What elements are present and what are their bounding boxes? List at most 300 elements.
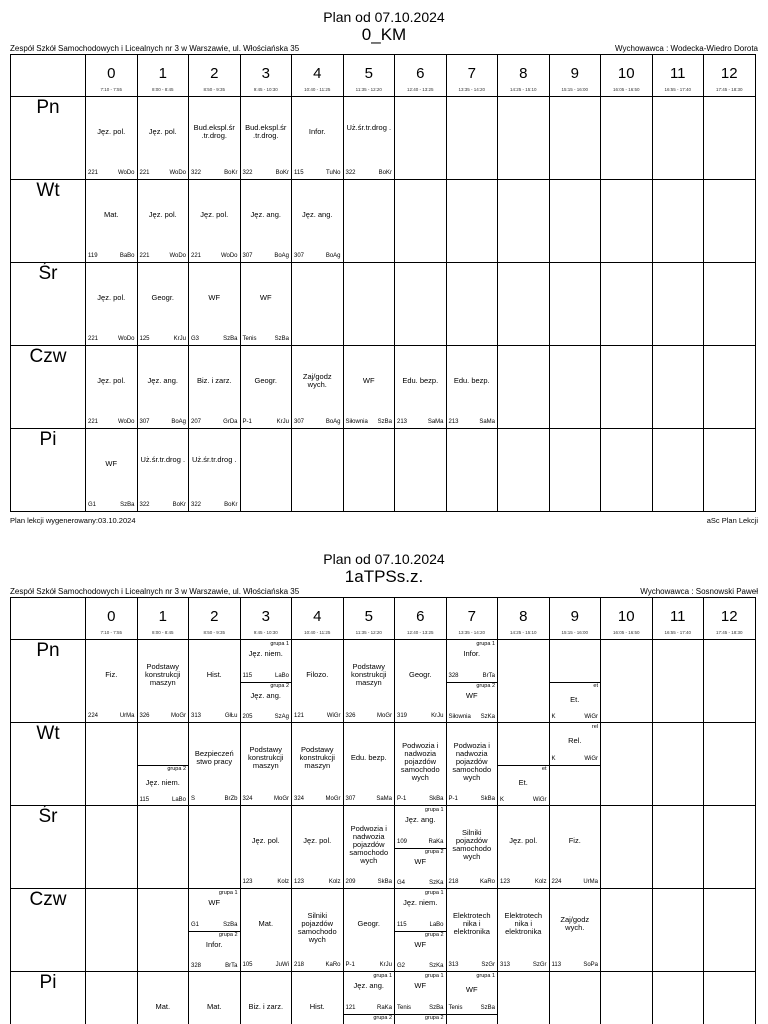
lesson-cell	[446, 972, 498, 1024]
lesson-cell	[446, 346, 498, 429]
lesson-cell	[137, 429, 189, 512]
teacher: SaMa	[479, 419, 495, 425]
day-label: Śr	[11, 806, 86, 889]
lesson-cell	[86, 97, 138, 180]
subject: Jęz. ang.	[250, 690, 281, 700]
subject: Edu. bezp.	[453, 375, 490, 385]
room: 319	[397, 713, 408, 719]
lesson	[189, 180, 240, 262]
lesson-cell	[292, 889, 344, 972]
lesson-cell	[86, 723, 138, 806]
lesson-cell	[292, 97, 344, 180]
lesson	[550, 640, 601, 722]
lesson-cell	[137, 806, 189, 889]
subject: Fiz.	[568, 835, 581, 845]
lesson	[86, 640, 137, 722]
group-label: grupa 1	[218, 890, 238, 896]
group-label: grupa 1	[373, 973, 392, 979]
subject: Podstawy konstrukcji maszyn	[248, 744, 284, 770]
teacher: UrMa	[119, 713, 135, 719]
period-number: 10	[617, 65, 635, 82]
plan1-school-name: Zespół Szkół Samochodowych i Licealnych nr 3 w Warszawie, ul. Włościańska 35	[10, 44, 300, 53]
lesson-cell	[498, 346, 550, 429]
teacher: SaMa	[376, 796, 392, 802]
subject: WF	[208, 292, 221, 302]
room: K	[500, 797, 505, 803]
lesson-cell	[652, 972, 704, 1024]
lesson-cell	[86, 346, 138, 429]
group-label: grupa 2	[424, 931, 444, 938]
period-header	[446, 598, 498, 640]
teacher: SzKa	[429, 880, 444, 886]
room: 119	[88, 253, 98, 259]
subject: Mat.	[206, 1001, 222, 1011]
lesson-cell	[601, 806, 653, 889]
lesson-cell	[86, 180, 138, 263]
group-label: grupa 2	[476, 682, 495, 689]
room: 313	[500, 962, 511, 968]
room: 205	[242, 714, 253, 720]
lesson-cell	[86, 972, 138, 1024]
lesson	[86, 346, 137, 428]
teacher: SzBa	[223, 336, 238, 342]
room: 221	[191, 253, 202, 259]
lesson	[241, 806, 292, 888]
room: 213	[448, 419, 459, 425]
subject: Podwozia i nadwozia pojazdów samochodo wych	[452, 740, 492, 782]
lesson	[344, 889, 395, 971]
lesson	[138, 723, 189, 805]
lesson	[189, 640, 240, 722]
subject: Silniki pojazdów samochodo wych	[297, 910, 337, 944]
period-number: 5	[364, 608, 373, 625]
lesson-cell	[343, 346, 395, 429]
period-header	[549, 55, 601, 97]
lesson-cell	[498, 806, 550, 889]
period-header	[240, 598, 292, 640]
period-time: 11:35 - 12:20	[355, 630, 382, 635]
group-label: grupa 1	[424, 807, 444, 813]
period-time: 15:15 - 16:00	[561, 87, 589, 92]
lesson	[241, 346, 292, 428]
period-number: 6	[416, 65, 425, 82]
teacher: WoDo	[117, 419, 135, 425]
subject: Et.	[570, 694, 580, 704]
subject: Uż.śr.tr.drog .	[140, 454, 186, 464]
lesson-cell	[446, 263, 498, 346]
lesson	[447, 346, 498, 428]
lesson-cell	[652, 640, 704, 723]
teacher: SkBa	[480, 796, 495, 802]
period-header	[292, 598, 344, 640]
teacher: RaKa	[428, 838, 444, 845]
subject: Rel.	[568, 736, 582, 745]
lesson-cell	[189, 263, 241, 346]
period-time: 8:50 - 9:35	[203, 630, 225, 635]
lesson-cell	[189, 429, 241, 512]
lesson	[447, 972, 498, 1024]
room: 322	[139, 502, 150, 508]
lesson-cell	[549, 346, 601, 429]
teacher: BrTa	[482, 672, 495, 679]
teacher: KaRo	[325, 962, 341, 968]
lesson-cell	[601, 972, 653, 1024]
plan2-title: Plan od 07.10.2024	[323, 551, 445, 567]
lesson-cell	[240, 263, 292, 346]
room: 221	[139, 170, 150, 176]
teacher: MoGr	[377, 713, 392, 719]
lesson-cell	[704, 97, 756, 180]
subject: WF	[465, 985, 478, 994]
period-header	[652, 598, 704, 640]
subject: Jęz. ang.	[147, 375, 178, 385]
lesson-cell	[704, 640, 756, 723]
lesson-cell	[86, 889, 138, 972]
room: 324	[294, 796, 305, 802]
period-number: 2	[210, 608, 219, 625]
teacher: UrMa	[583, 879, 598, 885]
lesson	[292, 723, 343, 805]
room: 115	[294, 170, 304, 176]
lesson-cell	[704, 180, 756, 263]
room: 115	[397, 921, 407, 928]
lesson	[344, 806, 395, 888]
room: 328	[191, 963, 202, 969]
lesson-cell	[704, 723, 756, 806]
period-time: 8:50 - 9:35	[203, 87, 225, 92]
plan2-school-name: Zespół Szkół Samochodowych i Licealnych nr 3 w Warszawie, ul. Włościańska 35	[10, 587, 300, 596]
subject: Et.	[518, 777, 528, 787]
room: G3	[191, 336, 200, 342]
subject: Biz. i zarz.	[196, 375, 232, 385]
teacher: SkBa	[429, 796, 444, 802]
teacher: WoDo	[169, 253, 186, 259]
subject: Hist.	[309, 1001, 325, 1011]
room: 121	[345, 1004, 356, 1011]
period-number: 8	[519, 608, 528, 625]
teacher: SzBa	[429, 1004, 444, 1011]
period-header	[343, 55, 395, 97]
room: 328	[448, 672, 459, 679]
subject: Uż.śr.tr.drog .	[346, 122, 392, 132]
lesson-cell	[137, 263, 189, 346]
room: 307	[242, 253, 253, 259]
lesson	[395, 806, 446, 888]
teacher: WoDo	[220, 253, 238, 259]
teacher: SzBa	[377, 419, 392, 425]
period-number: 12	[720, 608, 738, 625]
lesson	[189, 972, 240, 1024]
subject: Jęz. pol.	[148, 126, 177, 136]
lesson-cell	[601, 97, 653, 180]
room: G4	[397, 880, 406, 886]
room: Siłownia	[345, 419, 368, 425]
subject: Filozo.	[306, 669, 329, 679]
lesson	[86, 97, 137, 179]
room: 322	[191, 502, 202, 508]
lesson	[138, 97, 189, 179]
lesson	[344, 972, 395, 1024]
teacher: KrJu	[379, 962, 392, 968]
lesson-cell	[395, 346, 447, 429]
lesson	[344, 346, 395, 428]
room: 207	[191, 419, 202, 425]
room: G1	[191, 921, 200, 928]
subject: Jęz. niem.	[248, 649, 283, 658]
teacher: SoPa	[583, 962, 598, 968]
lesson	[86, 429, 137, 511]
teacher: SzBa	[274, 336, 289, 342]
lesson-cell	[343, 180, 395, 263]
period-header	[498, 598, 550, 640]
teacher: GłŁu	[224, 713, 238, 719]
period-number: 11	[669, 65, 686, 82]
period-header	[343, 598, 395, 640]
lesson-cell	[395, 429, 447, 512]
subject: Bezpieczeń stwo pracy	[194, 748, 234, 766]
group-label: grupa 2	[424, 1014, 444, 1021]
teacher: SzGr	[481, 962, 495, 968]
lesson-cell	[137, 97, 189, 180]
subject: Geogr.	[357, 918, 380, 928]
lesson-cell	[498, 972, 550, 1024]
lesson	[447, 889, 498, 971]
lesson	[241, 889, 292, 971]
lesson	[447, 640, 498, 722]
lesson-cell	[240, 346, 292, 429]
teacher: BoAg	[171, 419, 186, 425]
teacher: SzBa	[223, 921, 238, 928]
lesson-cell	[137, 180, 189, 263]
teacher: SzBa	[120, 502, 135, 508]
group-label: grupa 2	[373, 1014, 392, 1021]
room: P-1	[397, 796, 407, 802]
group-label: grupa 1	[476, 973, 495, 979]
subject: Zaj/godz wych.	[302, 371, 332, 389]
subject: Jęz. pol.	[148, 209, 177, 219]
teacher: MoGr	[325, 796, 341, 802]
teacher: WoDo	[117, 170, 135, 176]
subject: WF	[414, 856, 427, 866]
teacher: BoKr	[378, 170, 392, 176]
teacher: GrDa	[223, 419, 238, 425]
room: 123	[294, 879, 305, 885]
lesson	[189, 97, 240, 179]
subject: Jęz. ang.	[353, 981, 384, 990]
period-time: 9:45 - 10:30	[253, 87, 278, 92]
subject: Bud.ekspl.śr .tr.drog.	[193, 122, 235, 140]
lesson-cell	[704, 806, 756, 889]
period-header	[601, 598, 653, 640]
period-header	[86, 55, 138, 97]
teacher: WiGr	[584, 755, 598, 762]
lesson-cell	[549, 723, 601, 806]
lesson-cell	[189, 180, 241, 263]
lesson-cell	[498, 640, 550, 723]
lesson	[344, 640, 395, 722]
plan1-timetable	[10, 54, 756, 512]
teacher: BrZb	[224, 796, 238, 802]
teacher: BaBo	[119, 253, 135, 259]
lesson-cell	[395, 972, 447, 1024]
room: 326	[139, 713, 150, 719]
teacher: MoGr	[171, 713, 186, 719]
period-header	[498, 55, 550, 97]
teacher: SzAg	[274, 714, 289, 720]
group-label: grupa 2	[167, 765, 186, 772]
room: 326	[345, 713, 356, 719]
lesson	[241, 640, 292, 722]
day-label: Pi	[11, 972, 86, 1024]
teacher: KrJu	[173, 336, 186, 342]
lesson-cell	[137, 723, 189, 806]
lesson	[138, 972, 189, 1024]
plan2-tutor: Wychowawca : Sosnowski Paweł	[640, 587, 758, 596]
lesson	[241, 972, 292, 1024]
lesson-cell	[240, 180, 292, 263]
period-header	[704, 598, 756, 640]
lesson	[498, 889, 549, 971]
subject: Biz. i zarz.	[248, 1001, 284, 1011]
period-header	[189, 55, 241, 97]
lesson-cell	[137, 972, 189, 1024]
lesson	[447, 806, 498, 888]
lesson-cell	[601, 640, 653, 723]
period-header	[395, 55, 447, 97]
group-label: grupa 2	[270, 682, 289, 689]
lesson-cell	[601, 180, 653, 263]
lesson	[292, 346, 343, 428]
lesson-cell	[240, 640, 292, 723]
group-divider	[447, 1014, 498, 1015]
subject: Jęz. pol.	[509, 835, 538, 845]
lesson-cell	[343, 889, 395, 972]
period-number: 8	[519, 65, 528, 82]
room: 322	[242, 170, 253, 176]
lesson-cell	[549, 429, 601, 512]
lesson-cell	[343, 640, 395, 723]
room: K	[551, 755, 556, 762]
period-header	[86, 598, 138, 640]
plan1-software-credit: aSc Plan Lekcji	[706, 516, 758, 525]
lesson	[241, 180, 292, 262]
period-time: 16:05 - 16:50	[612, 87, 640, 92]
period-header	[292, 55, 344, 97]
teacher: KrJu	[276, 419, 289, 425]
lesson-cell	[189, 972, 241, 1024]
lesson-cell	[343, 972, 395, 1024]
subject: Jęz. pol.	[97, 292, 126, 302]
period-number: 12	[720, 65, 738, 82]
period-number: 2	[210, 65, 219, 82]
lesson-cell	[549, 263, 601, 346]
room: 324	[242, 796, 253, 802]
lesson-cell	[343, 97, 395, 180]
subject: Fiz.	[105, 669, 118, 679]
lesson-cell	[549, 806, 601, 889]
lesson-cell	[292, 806, 344, 889]
lesson-cell	[292, 723, 344, 806]
lesson-cell	[137, 346, 189, 429]
lesson-cell	[652, 889, 704, 972]
teacher: BrTa	[225, 963, 238, 969]
room: Tenis	[397, 1004, 412, 1011]
lesson	[498, 723, 549, 805]
period-time: 8:00 - 8:45	[151, 87, 174, 92]
subject: Infor.	[308, 126, 326, 136]
lesson-cell	[343, 263, 395, 346]
period-time: 10:40 - 11:25	[304, 630, 331, 635]
room: 224	[551, 879, 562, 885]
period-header	[395, 598, 447, 640]
group-divider	[550, 765, 601, 766]
teacher: WiGr	[326, 713, 341, 719]
teacher: BoAg	[325, 253, 341, 259]
room: 109	[397, 838, 408, 845]
plan2-timetable	[10, 597, 756, 1024]
subject: Geogr.	[151, 292, 174, 302]
group-label: rel	[591, 724, 598, 730]
subject: Mat.	[103, 209, 119, 219]
lesson-cell	[137, 889, 189, 972]
lesson-cell	[395, 263, 447, 346]
lesson-cell	[549, 180, 601, 263]
group-label: et	[541, 765, 547, 772]
room: 221	[88, 170, 99, 176]
room: 113	[551, 962, 562, 968]
day-label: Pn	[11, 640, 86, 723]
room: K	[551, 714, 556, 720]
lesson	[395, 889, 446, 971]
lesson	[241, 263, 292, 345]
lesson-cell	[292, 346, 344, 429]
period-time: 8:00 - 8:45	[151, 630, 174, 635]
period-header	[240, 55, 292, 97]
lesson	[241, 723, 292, 805]
room: Tenis	[448, 1004, 463, 1011]
lesson-cell	[498, 723, 550, 806]
room: 221	[88, 419, 99, 425]
room: 121	[294, 713, 305, 719]
lesson	[189, 263, 240, 345]
lesson	[550, 806, 601, 888]
teacher: BoKr	[224, 170, 238, 176]
room: 115	[242, 672, 253, 679]
room: 313	[448, 962, 459, 968]
room: 307	[345, 796, 356, 802]
lesson-cell	[395, 806, 447, 889]
teacher: WiGr	[532, 797, 547, 803]
lesson-cell	[446, 180, 498, 263]
period-header	[549, 598, 601, 640]
period-header	[652, 55, 704, 97]
period-header	[137, 598, 189, 640]
period-header	[446, 55, 498, 97]
teacher: WiGr	[584, 714, 598, 720]
teacher: BoKr	[224, 502, 238, 508]
subject: WF	[414, 939, 427, 949]
lesson-cell	[498, 180, 550, 263]
day-label: Czw	[11, 346, 86, 429]
lesson	[395, 723, 446, 805]
lesson-cell	[343, 806, 395, 889]
room: 221	[88, 336, 99, 342]
period-time: 13:35 - 14:20	[458, 630, 486, 635]
lesson-cell	[704, 429, 756, 512]
group-label: et	[593, 682, 598, 689]
lesson-cell	[446, 889, 498, 972]
subject: Elektrotech nika i elektronika	[504, 910, 543, 936]
